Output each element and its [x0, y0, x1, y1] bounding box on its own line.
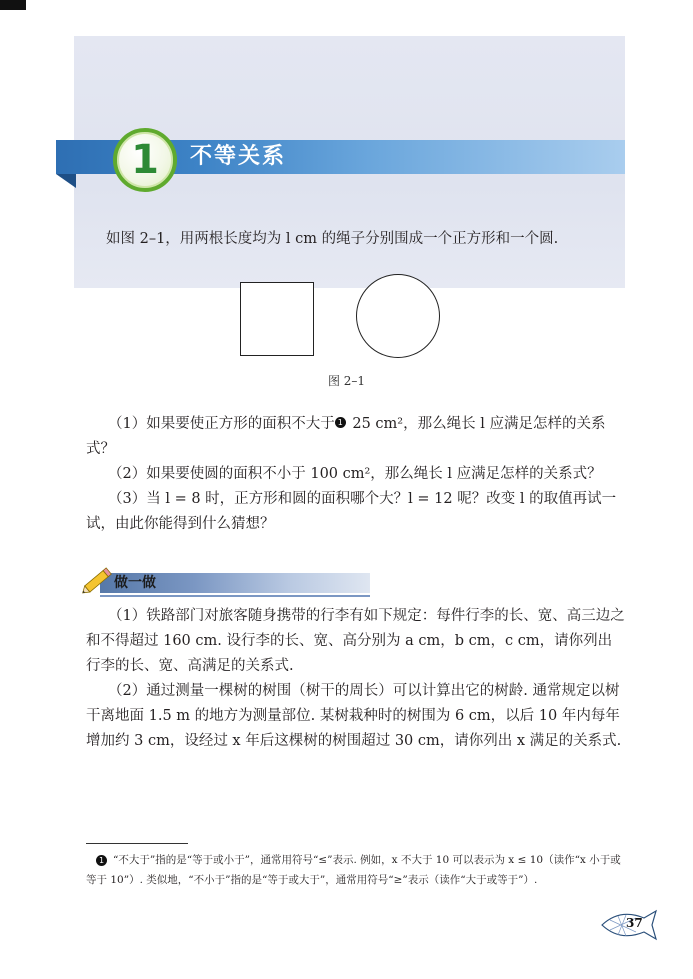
figure-caption: 图 2–1 [327, 374, 366, 388]
page-number: 37 [626, 916, 643, 930]
section-number: 1 [131, 137, 159, 183]
activity-banner-underline [100, 595, 370, 597]
corner-mark [0, 0, 26, 10]
section-title: 不等关系 [190, 144, 287, 169]
question-3-label: （3） [108, 491, 147, 507]
figure-circle [356, 274, 440, 358]
figure-square [240, 282, 314, 356]
question-2 [86, 462, 626, 487]
footnote-marker: 1 [96, 855, 107, 866]
activity-item-1 [86, 604, 626, 679]
activity-title: 做一做 [114, 575, 156, 591]
activity-item-2-label: （2） [108, 683, 147, 699]
question-2-label: （2） [108, 466, 147, 482]
question-1-text-after: 25 cm²，那么绳长 l 应满足怎样的关系式？ [86, 416, 606, 457]
question-3 [86, 487, 626, 537]
pencil-icon [78, 560, 118, 600]
question-1-label: （1） [108, 416, 147, 432]
section-number-badge [113, 128, 177, 192]
activity-item-2-text: 通过测量一棵树的树围（树干的周长）可以计算出它的树龄. 通常规定以树干离地面 1.5 m 的地方为测量部位. 某树栽种时的树围为 6 cm，以后 10 年内每年增加约 3 cm，设经过 x 年后这棵树的树围超过 30 cm，请你列出 x 满足的关系式. [86, 683, 622, 749]
question-3-text: 当 l = 8 时，正方形和圆的面积哪个大？l = 12 呢？改变 l 的取值再试一试，由此你能得到什么猜想？ [86, 491, 617, 532]
activity-item-2 [86, 679, 626, 754]
footnote-rule [86, 843, 188, 844]
footnote-ref-marker: 1 [335, 417, 346, 428]
question-1-text-before: 如果要使正方形的面积不大于 [146, 416, 335, 432]
intro-text: 如图 2–1，用两根长度均为 l cm 的绳子分别围成一个正方形和一个圆. [106, 231, 559, 247]
footnote-text: “不大于”指的是“等于或小于”，通常用符号“≤”表示. 例如，x 不大于 10 可以表示为 x ≤ 10（读作“x 小于或等于 10”）. 类似地，“不小于”指的是“等于或大于”，通常用符号“≥”表示（读作“大于或等于”）. [86, 854, 621, 886]
footnote [86, 850, 626, 890]
activity-item-1-label: （1） [108, 608, 147, 624]
question-1 [86, 412, 626, 462]
activity-item-1-text: 铁路部门对旅客随身携带的行李有如下规定：每件行李的长、宽、高三边之和不得超过 160 cm. 设行李的长、宽、高分别为 a cm，b cm，c cm，请你列出行李的长、宽、高满足的关系式. [86, 608, 625, 674]
question-2-text: 如果要使圆的面积不小于 100 cm²，那么绳长 l 应满足怎样的关系式？ [146, 466, 602, 482]
ribbon-fold [56, 174, 76, 188]
